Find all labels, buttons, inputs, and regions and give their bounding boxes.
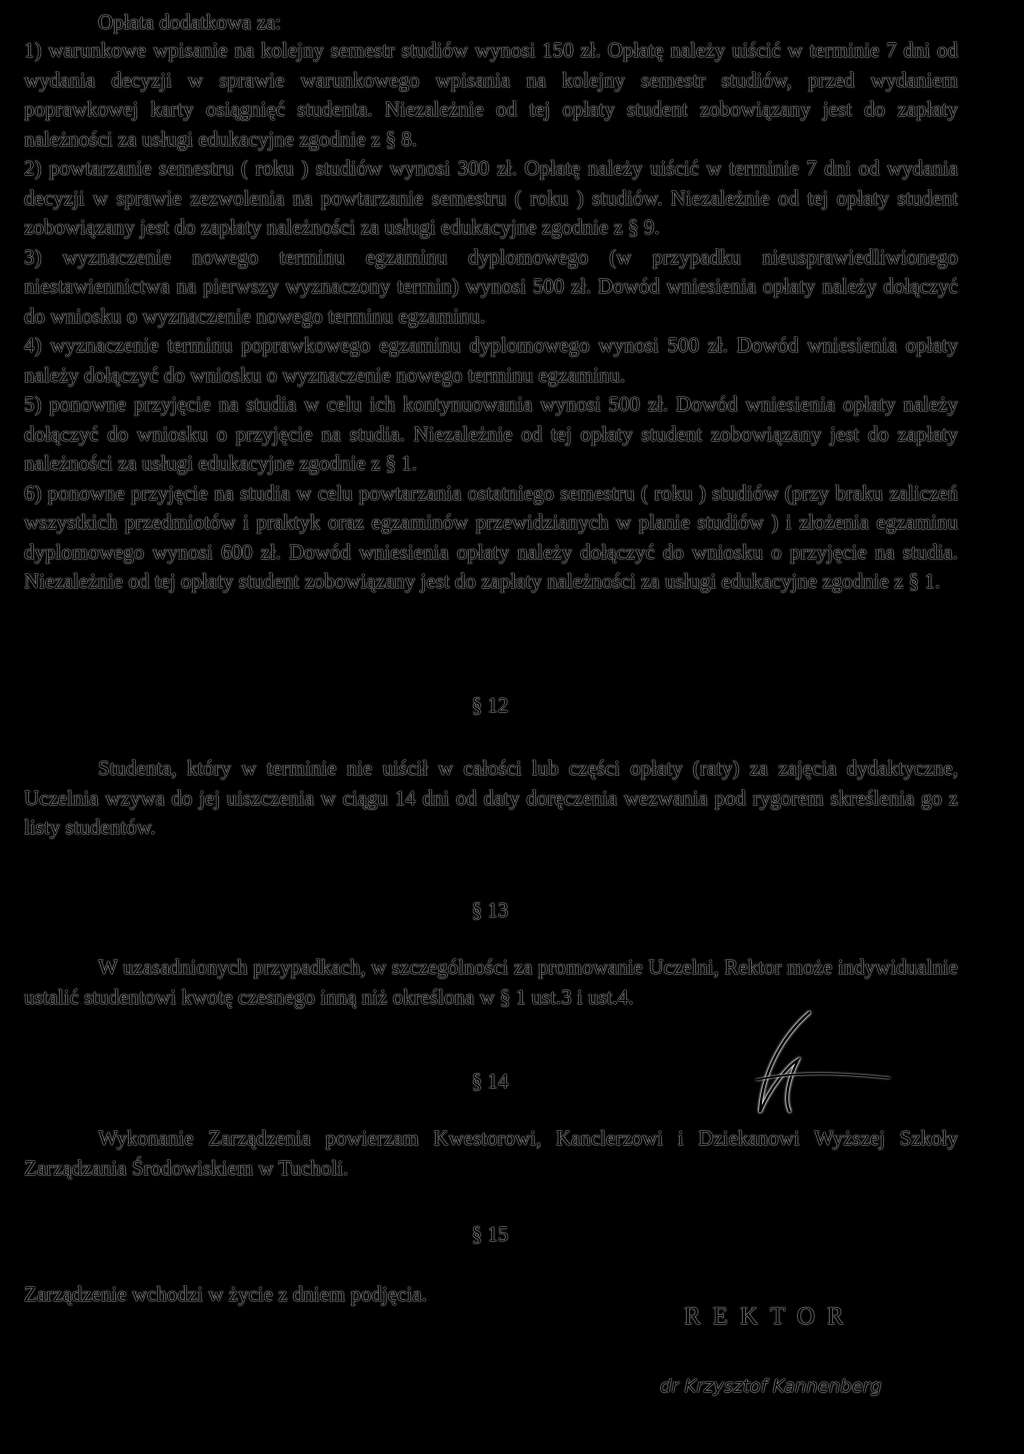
- section-paragraph: Studenta, który w terminie nie uiścił w całości lub części opłaty (raty) za zajęcia dydaktyczne, Uczelnia wzywa do jej uiszczenia w ciągu 14 dni od daty doręczenia wezwania pod rygorem skreślenia go z listy studentów.: [24, 756, 958, 839]
- list-item: 3) wyznaczenie nowego terminu egzaminu dyplomowego (w przypadku nieusprawiedliwionego niestawiennictwa na pierwszy wyznaczony termin) wynosi 500 zł. Dowód wniesienia opłaty należy dołączyć do wniosku o wyznaczenie nowego terminu egzaminu.: [24, 244, 958, 328]
- section-paragraph: Zarządzenie wchodzi w życie z dniem podjęcia.: [24, 1282, 427, 1306]
- signature-title: REKTOR: [684, 1303, 856, 1330]
- list-item: 5) ponowne przyjęcie na studia w celu ich kontynuowania wynosi 500 zł. Dowód wniesienia opłaty należy dołączyć do wniosku o przyjęcie na studia. Niezależnie od tej opłaty student zobowiązany jest do zapłaty należności za usługi edukacyjne zgodnie z § 1.: [24, 392, 958, 475]
- section-heading-12: § 12: [471, 693, 509, 717]
- section-text-12: [24, 754, 958, 843]
- section-heading-13: § 13: [471, 898, 509, 922]
- list-item: 6) ponowne przyjęcie na studia w celu powtarzania ostatniego semestru ( roku ) studiów (przy braku zaliczeń wszystkich przedmiotów i praktyk oraz egzaminów przewidzianych w planie studiów ) i złożenia egzaminu dyplomowego wynosi 600 zł. Dowód wniesienia opłaty należy dołączyć do wniosku o przyjęcie na studia. Niezależnie od tej opłaty student zobowiązany jest do zapłaty należności za usługi edukacyjne zgodnie z § 1.: [24, 480, 958, 593]
- section-heading-15: § 15: [471, 1222, 509, 1246]
- section-paragraph: Wykonanie Zarządzenia powierzam Kwestorowi, Kanclerzowi i Dziekanowi Wyższej Szkoły Zarządzania Środowiskiem w Tucholi.: [24, 1126, 958, 1180]
- signature-name: dr Krzysztof Kannenberg: [660, 1376, 882, 1397]
- handwritten-signature: [660, 1000, 920, 1120]
- list-item: 2) powtarzanie semestru ( roku ) studiów wynosi 300 zł. Opłatę należy uiścić w terminie 7 dni od wydania decyzji w sprawie zezwolenia na powtarzanie semestru ( roku ) studiów. Niezależnie od tej opłaty student zobowiązany jest do zapłaty należności za usługi edukacyjne zgodnie z § 9.: [24, 156, 958, 239]
- section-heading-14: § 14: [471, 1069, 509, 1093]
- signature-block: [660, 1000, 920, 1120]
- list-item: 4) wyznaczenie terminu poprawkowego egzaminu dyplomowego wynosi 500 zł. Dowód wniesienia opłaty należy dołączyć do wniosku o wyznaczenie nowego terminu egzaminu.: [24, 333, 958, 387]
- intro-line: Opłata dodatkowa za:: [98, 10, 282, 34]
- section-text-14: [24, 1124, 958, 1183]
- section-paragraph: W uzasadnionych przypadkach, w szczególności za promowanie Uczelni, Rektor może indywidualnie ustalić studentowi kwotę czesnego inną niż określona w § 1 ust.3 i ust.4.: [24, 955, 958, 1009]
- fee-list: [24, 36, 958, 597]
- list-item: 1) warunkowe wpisanie na kolejny semestr studiów wynosi 150 zł. Opłatę należy uiścić w terminie 7 dni od wydania decyzji w sprawie warunkowego wpisania na kolejny semestr studiów, przed wydaniem poprawkowej karty osiągnięć studenta. Niezależnie od tej opłaty student zobowiązany jest do zapłaty należności za usługi edukacyjne zgodnie z § 8.: [24, 38, 958, 151]
